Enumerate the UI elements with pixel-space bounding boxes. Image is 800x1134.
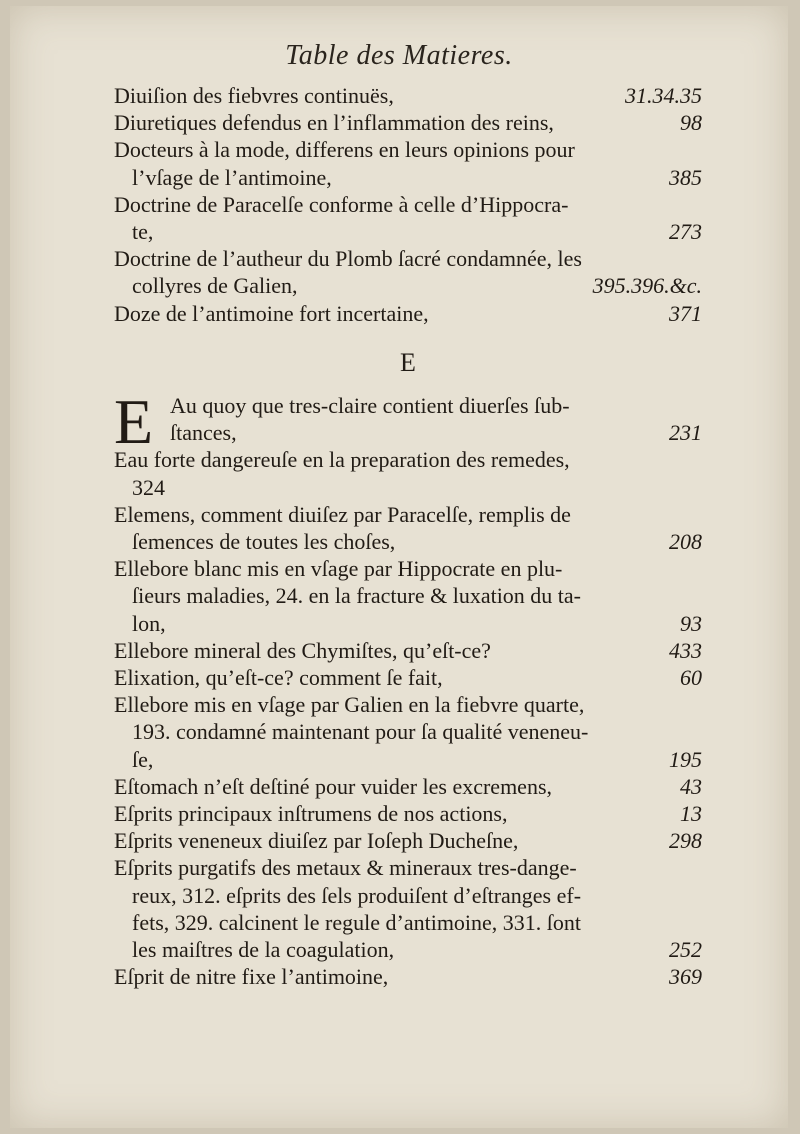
page-ref: 273 xyxy=(669,219,702,245)
entry-text: ſe, xyxy=(132,746,154,772)
entry-text: lon, xyxy=(132,610,166,636)
index-entry xyxy=(114,501,702,555)
entry-text: Diuretiques defendus en l’inflammation des reins, xyxy=(114,110,554,136)
entry-text: Diuiſion des fiebvres continuës, xyxy=(114,83,394,108)
index-entry xyxy=(114,773,702,800)
entry-line xyxy=(114,582,702,609)
entries-e-group xyxy=(114,446,702,990)
entry-line xyxy=(114,300,702,327)
entry-line xyxy=(114,746,702,773)
entry-line xyxy=(114,664,702,691)
page-ref: 231 xyxy=(669,420,702,446)
index-entry xyxy=(114,555,702,637)
entry-text: Ellebore mis en vſage par Galien en la fiebvre quarte, xyxy=(114,692,585,718)
index-entry xyxy=(114,191,702,245)
entry-text: Doctrine de l’autheur du Plomb ſacré condamnée, les xyxy=(114,246,582,272)
entry-line xyxy=(114,528,702,555)
index-entry xyxy=(114,245,702,299)
page-ref: 98 xyxy=(680,110,702,136)
dropcap-entry xyxy=(114,386,702,458)
entry-line xyxy=(114,82,702,109)
entry-line xyxy=(114,245,702,272)
entry-text: ſtances, xyxy=(170,420,237,446)
entry-line xyxy=(114,136,702,163)
index-entry xyxy=(114,664,702,691)
entry-line xyxy=(114,800,702,827)
drop-cap: E xyxy=(114,386,154,458)
entry-text: fets, 329. calcinent le regule d’antimoine, 331. ſont xyxy=(132,909,582,935)
entry-text: Ellebore mineral des Chymiſtes, qu’eſt-ce? xyxy=(114,637,491,663)
page-ref: 13 xyxy=(680,801,702,827)
section-letter: E xyxy=(400,347,416,377)
entries-d-group xyxy=(114,82,702,327)
entry-text: Docteurs à la mode, differens en leurs opinions pour xyxy=(114,137,575,163)
entry-line xyxy=(114,501,702,528)
entry-text: ſemences de toutes les choſes, xyxy=(132,529,396,555)
page-ref: 195 xyxy=(669,746,702,772)
index-entry xyxy=(114,637,702,664)
book-page xyxy=(10,6,788,1128)
entry-line xyxy=(114,419,702,446)
index-entry xyxy=(114,691,702,773)
page-ref: 433 xyxy=(669,637,702,663)
index-entry xyxy=(114,800,702,827)
entry-line xyxy=(114,474,702,501)
dropcap-lines xyxy=(114,386,702,458)
page-ref: 395.396.&c. xyxy=(592,273,702,299)
entry-text: Eſprits purgatifs des metaux & mineraux tres-dange- xyxy=(114,855,577,881)
entry-line xyxy=(114,773,702,800)
entry-text: Eſprit de nitre fixe l’antimoine, xyxy=(114,964,389,990)
entry-text: Au quoy que tres-claire contient diuerſes ſub- xyxy=(170,393,570,419)
page-ref: 93 xyxy=(680,610,702,636)
entry-line xyxy=(114,610,702,637)
entry-line xyxy=(114,854,702,881)
entry-text: Elixation, qu’eſt-ce? comment ſe fait, xyxy=(114,665,443,691)
entry-text: Doctrine de Paracelſe conforme à celle d’Hippocra- xyxy=(114,191,569,217)
entry-line xyxy=(114,392,702,419)
entry-text: l’vſage de l’antimoine, xyxy=(132,164,332,190)
page-header: Table des Matieres. xyxy=(285,40,513,71)
entry-text: te, xyxy=(132,219,154,245)
page-ref: 369 xyxy=(669,964,702,990)
entry-line xyxy=(114,218,702,245)
entry-line xyxy=(114,691,702,718)
index-entry xyxy=(114,827,702,854)
entry-line xyxy=(114,637,702,664)
entry-text: 193. condamné maintenant pour ſa qualité veneneu- xyxy=(132,719,589,745)
entry-line xyxy=(114,963,702,990)
entry-text: 324 xyxy=(132,474,165,500)
entry-text: Eſprits veneneux diuiſez par Ioſeph Ducheſne, xyxy=(114,828,519,854)
entry-text: ſieurs maladies, 24. en la fracture & luxation du ta- xyxy=(132,583,582,609)
page-ref: 371 xyxy=(669,300,702,326)
entry-text: Eſtomach n’eſt deſtiné pour vuider les excremens, xyxy=(114,773,553,799)
entry-text: reux, 312. eſprits des ſels produiſent d’eſtranges ef- xyxy=(132,882,582,908)
entry-line xyxy=(114,555,702,582)
index-entry xyxy=(114,446,702,500)
entry-line xyxy=(114,718,702,745)
page-ref: 208 xyxy=(669,529,702,555)
index-entry xyxy=(114,854,702,963)
index-entries xyxy=(114,82,702,991)
page-ref: 385 xyxy=(669,164,702,190)
entry-text: Eſprits principaux inſtrumens de nos actions, xyxy=(114,801,508,827)
entry-line xyxy=(114,936,702,963)
page-ref: 252 xyxy=(669,937,702,963)
entry-line xyxy=(114,882,702,909)
index-entry xyxy=(114,109,702,136)
index-entry xyxy=(114,963,702,990)
entry-text: Eau forte dangereuſe en la preparation des remedes, xyxy=(114,447,570,473)
page-ref: 43 xyxy=(680,773,702,799)
entry-line xyxy=(114,909,702,936)
entry-line xyxy=(114,191,702,218)
page-ref: 60 xyxy=(680,665,702,691)
index-entry xyxy=(114,136,702,190)
entry-line xyxy=(114,109,702,136)
entry-line xyxy=(114,446,702,473)
entry-line xyxy=(114,164,702,191)
entry-text: Elemens, comment diuiſez par Paracelſe, remplis de xyxy=(114,501,571,527)
entry-text: Doze de l’antimoine fort incertaine, xyxy=(114,300,429,326)
entry-text: les maiſtres de la coagulation, xyxy=(132,937,395,963)
index-entry xyxy=(114,300,702,327)
index-entry xyxy=(114,82,702,109)
page-ref: 31.34.35 xyxy=(625,83,702,108)
entry-line xyxy=(114,827,702,854)
entry-text: collyres de Galien, xyxy=(132,273,298,299)
entry-line xyxy=(114,272,702,299)
page-ref: 298 xyxy=(669,828,702,854)
entry-text: Ellebore blanc mis en vſage par Hippocrate en plu- xyxy=(114,556,563,582)
